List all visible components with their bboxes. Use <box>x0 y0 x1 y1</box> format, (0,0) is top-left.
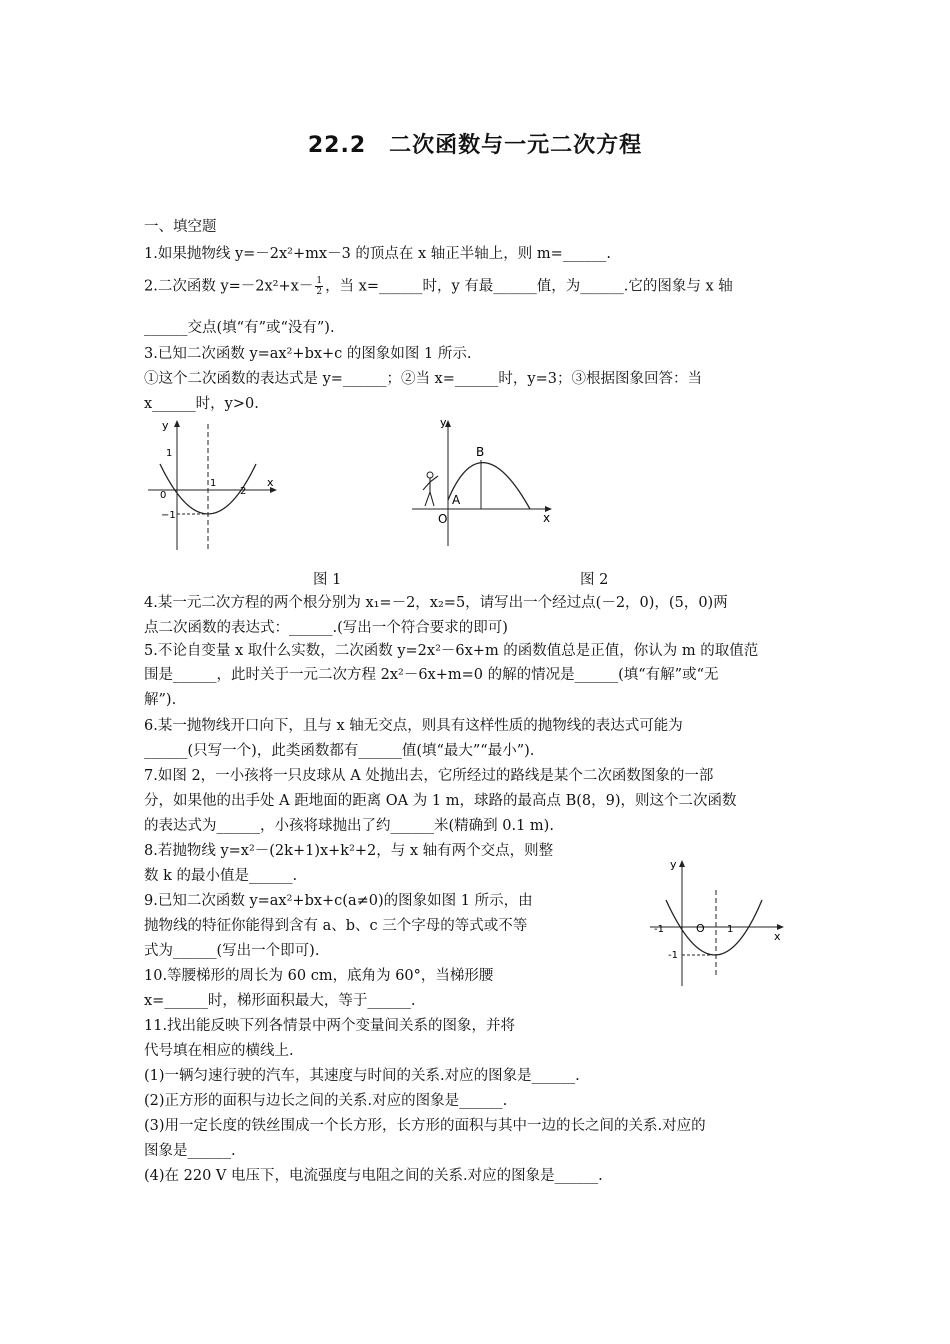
fig3-tick-ym1: -1 <box>668 950 678 961</box>
question-11-item-4: (4)在 220 V 电压下，电流强度与电阻之间的关系.对应的图象是______. <box>144 1168 603 1184</box>
q2-text-b: ，当 x=______时，y 有最______值，为______.它的图象与 x 轴 <box>325 278 733 295</box>
question-7-line-3: 的表达式为______，小孩将球抛出了约______米(精确到 0.1 m). <box>144 818 554 834</box>
fig1-y-label: y <box>162 419 169 432</box>
question-10-line-2: x=______时，梯形面积最大，等于______. <box>144 993 416 1009</box>
question-1: 1.如果抛物线 y=－2x²+mx－3 的顶点在 x 轴正半轴上，则 m=______. <box>144 246 611 262</box>
child-head <box>427 472 433 478</box>
figure-1-caption: 图 1 <box>313 572 342 588</box>
fig2-point-b: B <box>476 445 485 459</box>
figure-2-caption: 图 2 <box>580 572 609 588</box>
page-title: 22.2 二次函数与一元二次方程 <box>307 133 643 158</box>
question-5-line-1: 5.不论自变量 x 取什么实数，二次函数 y=2x²－6x+m 的函数值总是正值，你认为 m 的取值范 <box>144 643 759 659</box>
fig1-origin: 0 <box>160 490 167 501</box>
fraction-denominator: 2 <box>316 287 323 297</box>
fraction-numerator: 1 <box>316 276 323 286</box>
fig1-tick-y1: 1 <box>166 448 173 459</box>
question-9-line-3: 式为______(写出一个即可). <box>144 943 320 959</box>
fig3-origin: O <box>696 922 705 935</box>
question-11-line-1: 11.找出能反映下列各情景中两个变量间关系的图象，并将 <box>144 1018 516 1034</box>
question-6-line-1: 6.某一抛物线开口向下，且与 x 轴无交点，则具有这样性质的抛物线的表达式可能为 <box>144 718 683 734</box>
question-10-line-1: 10.等腰梯形的周长为 60 cm，底角为 60°，当梯形腰 <box>144 968 494 984</box>
question-11-item-3b: 图象是______. <box>144 1143 236 1159</box>
question-3-line-1: 3.已知二次函数 y=ax²+bx+c 的图象如图 1 所示. <box>144 346 472 362</box>
question-4-line-1: 4.某一元二次方程的两个根分别为 x₁=－2，x₂=5，请写出一个经过点(－2，0)，(5，0)两 <box>144 595 728 611</box>
question-2-line-1 <box>144 276 733 297</box>
section-heading: 一、填空题 <box>144 219 217 235</box>
question-9-line-2: 抛物线的特征你能得到含有 a、b、c 三个字母的等式或不等 <box>144 918 528 934</box>
fig3-y-label: y <box>670 858 677 871</box>
question-3-line-2: ①这个二次函数的表达式是 y=______；②当 x=______时，y=3；③根据图象回答：当 <box>144 371 702 387</box>
question-11-item-2: (2)正方形的面积与边长之间的关系.对应的图象是______. <box>144 1093 508 1109</box>
fig3-tick-x1: 1 <box>727 924 734 935</box>
fig2-point-a: A <box>452 493 461 507</box>
child-figure <box>423 476 438 506</box>
figure-3 <box>644 850 794 990</box>
fig2-y-label: y <box>440 416 447 429</box>
question-8-line-2: 数 k 的最小值是______. <box>144 868 298 884</box>
question-4-line-2: 点二次函数的表达式：______.(写出一个符合要求的即可) <box>144 620 508 636</box>
question-11-item-3a: (3)用一定长度的铁丝围成一个长方形，长方形的面积与其中一边的长之间的关系.对应的 <box>144 1118 706 1134</box>
question-8-line-1: 8.若抛物线 y=x²－(2k+1)x+k²+2，与 x 轴有两个交点，则整 <box>144 843 554 859</box>
question-7-line-1: 7.如图 2，一小孩将一只皮球从 A 处抛出去，它所经过的路线是某个二次函数图象的一部 <box>144 768 714 784</box>
question-5-line-3: 解”). <box>144 692 177 708</box>
question-6-line-2: ______(只写一个)，此类函数都有______值(填“最大”“最小”). <box>144 743 535 759</box>
question-11-line-2: 代号填在相应的横线上. <box>144 1043 294 1059</box>
question-7-line-2: 分，如果他的出手处 A 距地面的距离 OA 为 1 m，球路的最高点 B(8，9)，则这个二次函数 <box>144 793 737 809</box>
fig1-tick-ym1: −1 <box>161 510 176 521</box>
fraction <box>315 276 323 297</box>
question-9-line-1: 9.已知二次函数 y=ax²+bx+c(a≠0)的图象如图 1 所示，由 <box>144 893 533 909</box>
q2-text-a: 2.二次函数 y=－2x²+x－ <box>144 278 314 295</box>
fig1-tick-x1: 1 <box>210 478 217 489</box>
question-11-item-1: (1)一辆匀速行驶的汽车，其速度与时间的关系.对应的图象是______. <box>144 1068 580 1084</box>
fig2-x-label: x <box>543 511 551 525</box>
question-3-line-3: x______时，y>0. <box>144 396 259 412</box>
figure-1 <box>144 414 284 554</box>
fig3-x-label: x <box>774 930 781 943</box>
fig2-origin: O <box>438 512 448 526</box>
question-5-line-2: 围是______，此时关于一元二次方程 2x²－6x+m=0 的解的情况是______(填“有解”或“无 <box>144 667 719 683</box>
figure-2 <box>408 410 568 550</box>
fig1-x-label: x <box>267 476 274 489</box>
fig3-tick-xm1: -1 <box>654 924 664 935</box>
question-2-line-2: ______交点(填“有”或“没有”). <box>144 320 335 336</box>
fig1-tick-x2: 2 <box>240 486 247 497</box>
